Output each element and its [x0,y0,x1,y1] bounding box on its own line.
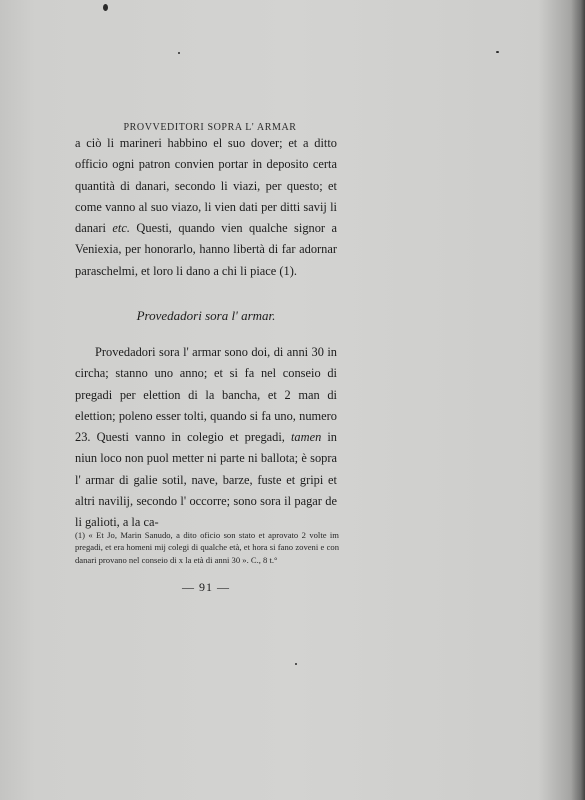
section-title: Provedadori sora l' armar. [136,308,276,323]
ink-speck [496,51,499,53]
text-run: Questi, quando vien qualche signor a Veniexia, per honorarlo, hanno libertà di far adornar paraschelmi, et loro li dano a chi li piace (1). [75,221,337,278]
ink-speck [103,4,108,11]
text-run: Provedadori sora l' armar sono doi, di anni 30 in circha; stanno uno anno; et si fa nel conseio di pregadi per elettion di la bancha, et 2 man di elettion; poleno esser tolti, quando si fa uno, numero 23. Questi vanno in colegio et pregadi, [75,345,337,445]
text-run: a ciò li marineri habbino el suo dover; et a ditto officio ogni patron convien portar in deposito certa quantità di danari, secondo li viazi, per questo; et come vanno al suo viazo, li vien dati per ditti savij li danari [75,136,337,236]
page-number: — 91 — [182,580,230,594]
footnote-text: (1) « Et Jo, Marin Sanudo, a dito oficio son stato et aprovato 2 volte im pregadi, et era homeni mij colegi di qualche età, et hora si fano zoveni e con danari provano nel conseio di x la età di anni 30 ». C., 8 t.° [75,530,339,565]
paragraph-text [75,133,337,282]
paragraph-text [75,342,337,534]
ink-speck [178,52,180,54]
text-run: in niun loco non puol metter ni parte ni ballota; è sopra l' armar di galie sotil, nave, barze, fuste et gripi et altri navilij, secondo l' occorre; sono sora il pagar de li galioti, a la ca- [75,430,337,530]
ink-speck [295,663,297,665]
footnote [75,529,339,566]
paragraph-main [75,342,337,534]
binding-shadow [571,0,585,800]
italic-run: tamen [290,430,322,445]
paragraph-continued [75,133,337,282]
italic-run: etc. [112,221,130,236]
running-head: PROVVEDITORI SOPRA L' ARMAR [123,122,297,133]
